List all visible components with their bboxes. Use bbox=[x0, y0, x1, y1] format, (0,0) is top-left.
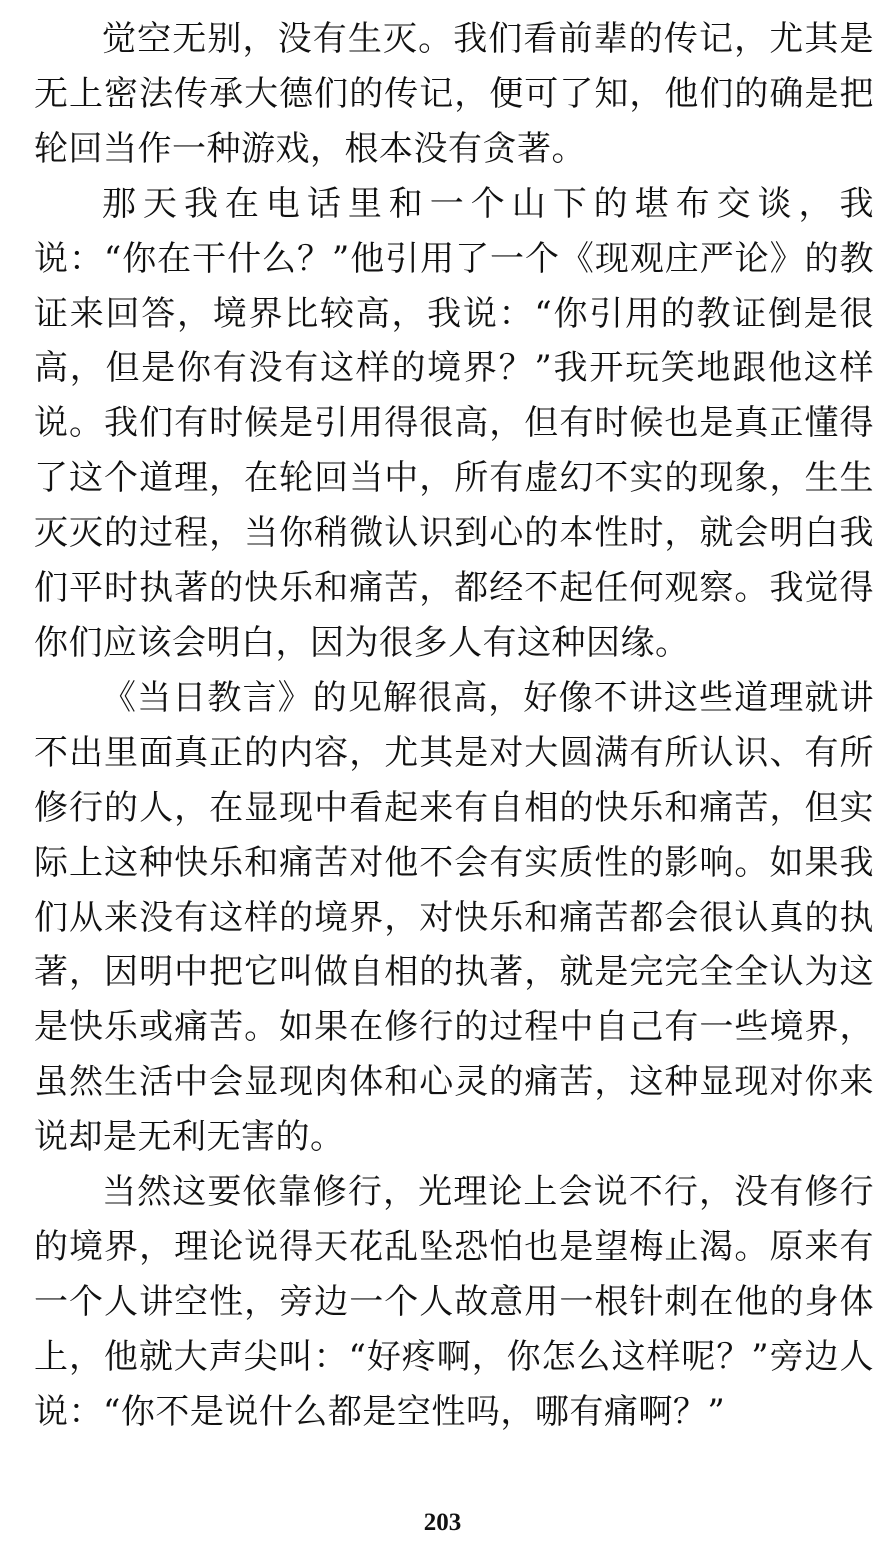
paragraph-4: 当然这要依靠修行，光理论上会说不行，没有修行的境界，理论说得天花乱坠恐怕也是望梅止渴。原来有一个人讲空性，旁边一个人故意用一根针刺在他的身体上，他就大声尖叫：“好疼啊，你怎么这样呢？”旁边人说：“你不是说什么都是空性吗，哪有痛啊？” bbox=[34, 1172, 874, 1432]
paragraph-3: 《当日教言》的见解很高，好像不讲这些道理就讲不出里面真正的内容，尤其是对大圆满有所认识、有所修行的人，在显现中看起来有自相的快乐和痛苦，但实际上这种快乐和痛苦对他不会有实质性的影响。如果我们从来没有这样的境界，对快乐和痛苦都会很认真的执著，因明中把它叫做自相的执著，就是完完全全认为这是快乐或痛苦。如果在修行的过程中自己有一些境界，虽然生活中会显现肉体和心灵的痛苦，这种显现对你来说却是无利无害的。 bbox=[34, 677, 874, 1158]
paragraph-2: 那天我在电话里和一个山下的堪布交谈，我说：“你在干什么？”他引用了一个《现观庄严论》的教证来回答，境界比较高，我说：“你引用的教证倒是很高，但是你有没有这样的境界？”我开玩笑地跟他这样说。我们有时候是引用得很高，但有时候也是真正懂得了这个道理，在轮回当中，所有虚幻不实的现象，生生灭灭的过程，当你稍微认识到心的本性时，就会明白我们平时执著的快乐和痛苦，都经不起任何观察。我觉得你们应该会明白，因为很多人有这种因缘。 bbox=[34, 183, 874, 663]
paragraph-1: 觉空无别，没有生灭。我们看前辈的传记，尤其是无上密法传承大德们的传记，便可了知，他们的确是把轮回当作一种游戏，根本没有贪著。 bbox=[34, 19, 874, 169]
body-text bbox=[34, 12, 874, 1440]
page-number: 203 bbox=[423, 1509, 462, 1536]
